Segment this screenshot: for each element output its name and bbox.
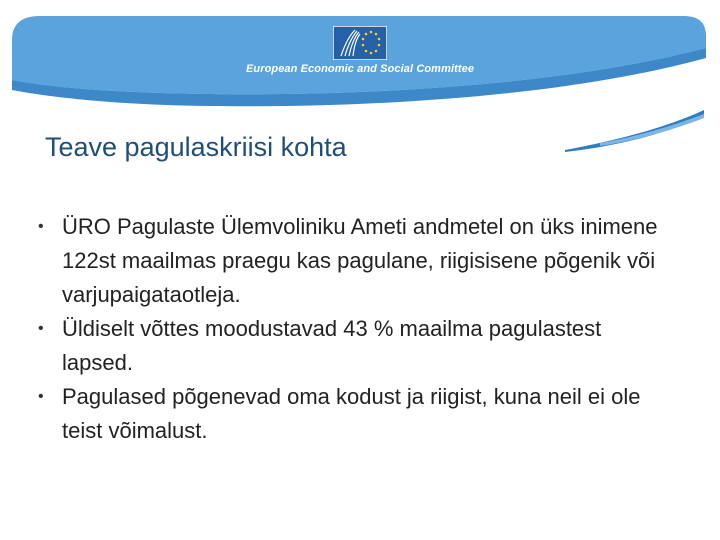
bullet-icon: • [38, 388, 44, 405]
bullet-text: ÜRO Pagulaste Ülemvoliniku Ameti andmetel on üks inimene 122st maailmas praegu kas pagulane, riigisisene põgenik või varjupaigataotleja. [62, 214, 658, 307]
organization-name: European Economic and Social Committee [245, 63, 475, 75]
bullet-icon: • [38, 218, 44, 235]
bullet-text: Üldiselt võttes moodustavad 43 % maailma pagulastest lapsed. [62, 316, 602, 375]
bullet-icon: • [38, 320, 44, 337]
list-item [38, 312, 678, 380]
list-item [38, 210, 678, 312]
bullet-list [38, 210, 678, 448]
eesc-logo-icon [333, 26, 387, 60]
list-item [38, 380, 678, 448]
bullet-text: Pagulased põgenevad oma kodust ja riigist, kuna neil ei ole teist võimalust. [62, 384, 641, 443]
slide-title: Teave pagulaskriisi kohta [45, 132, 347, 162]
